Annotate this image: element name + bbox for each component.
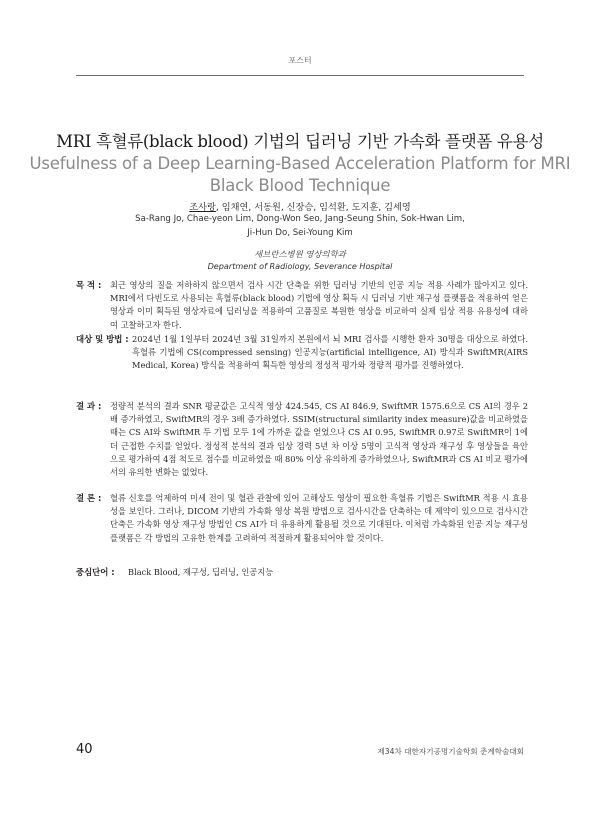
title-english-line1: Usefulness of a Deep Learning-Based Acceleration Platform for MRI: [29, 154, 571, 173]
section-label-conclusion: 결 론 :: [76, 493, 102, 503]
section-label-purpose: 목 적 :: [76, 280, 102, 290]
section-text-keywords: Black Blood, 재구성, 딥러닝, 인공지능: [128, 567, 274, 577]
title-english: [0, 153, 600, 197]
title-korean: MRI 흑혈류(black blood) 기법의 딥러닝 기반 가속화 플랫폼 유용성: [56, 132, 544, 151]
authors-english-line1: Sa-Rang Jo, Chae-yeon Lim, Dong-Won Seo, Jang-Seung Shin, Sok-Hwan Lim,: [135, 214, 465, 224]
affiliation-korean: 세브란스병원 영상의학과: [254, 249, 346, 259]
section-keywords: [76, 566, 528, 579]
authors-korean: [0, 199, 600, 213]
section-text-conclusion: 혈류 신호를 억제하여 미세 전이 및 혈관 관찰에 있어 고해상도 영상이 필요한 흑혈류 기법은 SwiftMR 적용 시 효용성을 보인다. 그러나, DICOM 기반의 가속화 영상 복원 방법으로 검사시간을 단축하는 데 제약이 있으므로 검사시간 단축은 가속화 영상 재구성 방법인 CS AI가 더 유용하게 활용될 것으로 기대된다. 이처럼 가속화된 인공 지능 재구성 플랫폼은 각 방법의 고유한 한계를 고려하여 적절하게 활용되어야 할 것이다.: [110, 493, 528, 543]
section-purpose: [76, 279, 528, 332]
affiliation-english: Department of Radiology, Severance Hospital: [207, 261, 393, 271]
authors-english-line2: Ji-Hun Do, Sei-Young Kim: [247, 228, 353, 238]
first-author: 조사랑: [189, 202, 216, 213]
authors-english: [0, 212, 600, 240]
section-text-purpose: 최근 영상의 질을 저하하지 않으면서 검사 시간 단축을 위한 딥러닝 기반의 인공 지능 적용 사례가 많아지고 있다. MRI에서 다빈도로 사용되는 흑혈류(black blood) 기법에 영상 획득 시 딥러닝 기반 재구성 플랫폼을 적용하여 얻은 영상과 이미 획득된 영상자료에 딥러닝을 적용하여 고품질로 복원한 영상을 비교하여 실제 임상 적용 유용성에 대하여 고찰하고자 한다.: [110, 280, 528, 330]
conference-name: 제34차 대한자기공명기술학회 춘계학술대회: [377, 747, 524, 756]
section-method: [76, 333, 528, 373]
section-result: [76, 400, 528, 479]
section-label-method: 대상 및 방법 :: [76, 334, 129, 344]
section-conclusion: [76, 492, 528, 545]
page-number: 40: [76, 742, 93, 757]
section-label-keywords: 중심단어 :: [76, 567, 115, 577]
header-rule: [76, 75, 524, 76]
section-text-result: 정량적 분석의 결과 SNR 평균값은 고식적 영상 424.545, CS AI 846.9, SwiftMR 1575.6으로 CS AI의 경우 2배 증가하였고, SwiftMR의 경우 3배 증가하였다. SSIM(structural similarity index measure)값을 비교하였을 때는 CS AI와 SwiftMR 두 기법 모두 1에 가까운 값을 얻었으나 CS AI 0.95, SwiftMR 0.97로 SwiftMR이 1에 더 근접한 수치를 얻었다. 정성적 분석의 결과 임상 경력 5년 차 이상 5명이 고식적 영상과 재구성 후 영상들을 육안으로 평가하여 4점 척도로 점수를 비교하였을 때 80% 이상 유의하게 증가하였으나, SwiftMR과 CS AI 비교 평가에서의 유의한 변화는 없었다.: [110, 401, 528, 478]
running-header: 포스터: [288, 56, 312, 65]
section-label-result: 결 과 :: [76, 401, 102, 411]
section-text-method: 2024년 1월 1일부터 2024년 3월 31일까지 본원에서 뇌 MRI 검사를 시행한 환자 30명을 대상으로 하였다. 흑혈류 기법에 CS(compressed sensing) 인공지능(artificial intelligence, AI) 방식과 SwiftMR(AIRS Medical, Korea) 방식을 적용하여 획득한 영상의 정성적 평가와 정량적 평가를 진행하였다.: [132, 334, 528, 371]
title-english-line2: Black Blood Technique: [209, 176, 391, 195]
co-authors: , 임채연, 서동원, 신장승, 임석환, 도지훈, 김세영: [215, 202, 411, 213]
